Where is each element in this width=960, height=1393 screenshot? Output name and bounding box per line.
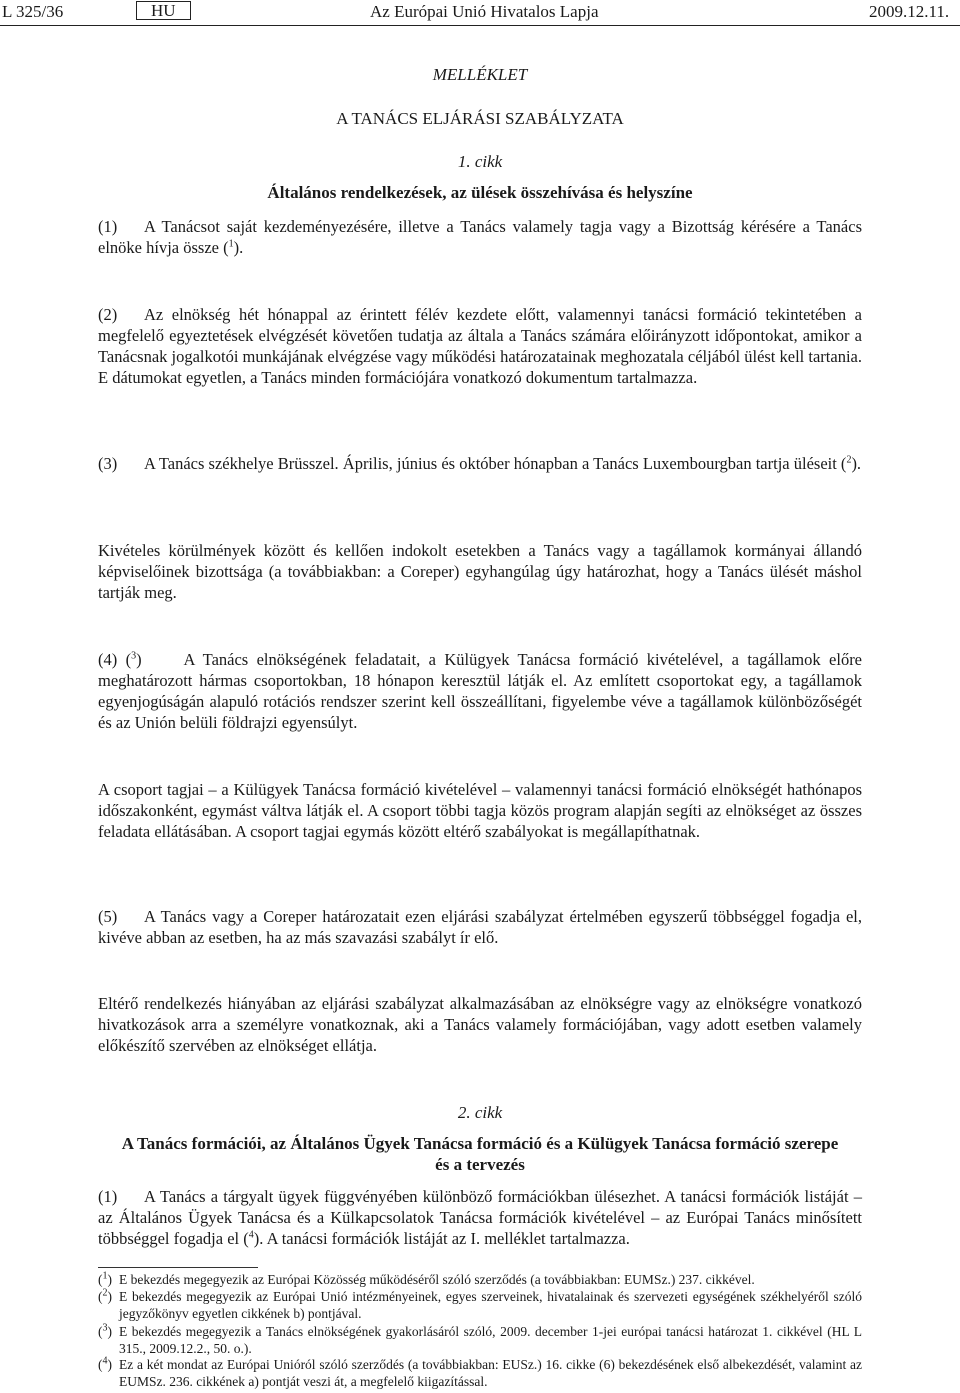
footnote-marker: ($^4$) [98,1355,112,1372]
language-badge: HU [136,1,191,20]
footnote-text: E bekezdés megegyezik a Tanács elnökségének gyakorlásáról szóló, 2009. december 1-jei európai tanácsi határozat 1. cikkével (HL L 315., 2009.12.2., 50. o.). [119,1324,862,1356]
article-1-paragraph-4: (4) ($^3$) A Tanács elnökségének feladatait, a Külügyek Tanácsa formáció kivételével, a tagállamok előre meghatározott hármas csoportokban, 18 hónapon keresztül látják el. Az említett csoportokat egy, a tagállamok egyenjogúságán alapuló rotációs rendszer szerint kell összeállítani, figyelembe véve a tagállamok különbözőségét és az Unión belüli földrajzi egyensúlyt. [98,650,863,732]
footnote-marker: ($^1$) [98,1270,112,1287]
footnote-divider [98,1267,258,1268]
paragraph-text: A Tanács elnökségének feladatait, a Külügyek Tanácsa formáció kivételével, a tagállamok előre meghatározott hármas csoportokban, 18 hónapon keresztül látják el. Az említett csoportokat egy, a tagállamok egyenjogúságán alapuló rotációs rendszer szerint kell összeállítani, figyelembe véve a tagállamok különbözőségét és az Unión belüli földrajzi egyensúlyt. [98,650,863,732]
article-1-paragraph-1: (1) A Tanácsot saját kezdeményezésére, illetve a Tanács valamely tagja vagy a Bizottság kérésére a Tanács elnöke hívja össze ($^1$). [98,217,862,257]
footnote-reference[interactable]: 3 [131,650,137,662]
page-header [0,0,960,26]
annex-label: MELLÉKLET [432,65,528,84]
paragraph-text: A Tanácsot saját kezdeményezésére, illetve a Tanács valamely tagja vagy a Bizottság kérésére a Tanács elnöke hívja össze ( [98,217,862,257]
header-divider [0,25,960,26]
article-1-paragraph-4-continued: A csoport tagjai – a Külügyek Tanácsa formáció kivételével – valamennyi tanácsi formáció elnökségét hathónapos időszakonként, egymást váltva látják el. A csoport többi tagja közös program alapján segíti az elnökséget az összes feladata ellátásában. A csoport tagjai egymás között eltérő szabályokat is megállapíthatnak. [98,780,862,841]
footnote-reference[interactable]: 1 [228,238,234,250]
footnote-marker: ($^3$) [98,1322,112,1339]
paragraph-number: (5) [98,907,118,926]
paragraph-text: Az elnökség hét hónappal az érintett félév kezdete előtt, valamennyi tanácsi formáció tekintetében a megfelelő egyeztetések elvégzését követően tudatja az általa a Tanács számára előirányzott időpontokat, amikor a Tanácsnak jogalkotói munkájának elvégzése vagy működési határozatainak meghozatala céljából ülést kell tartania. E dátumokat egyetlen, a Tanács minden formációjára vonatkozó dokumentum tartalmazza. [98,305,862,387]
paragraph-text: A Tanács vagy a Coreper határozatait ezen eljárási szabályzat értelmében egyszerű többséggel fogadja el, kivéve abban az esetben, ha az más szavazási szabályt ír elő. [98,907,862,947]
footnote-reference[interactable]: 2 [846,454,852,466]
footnote [98,1271,862,1288]
article-1-title: Általános rendelkezések, az ülések összehívása és helyszíne [267,183,693,202]
footnote-text: Ez a két mondat az Európai Unióról szóló szerződés (a továbbiakban: EUSz.) 16. cikke (6) bekezdésének első albekezdését, valamint az EUMSz. 236. cikkének a) pontját veszi át, a megfelelő kiigazítással. [119,1357,862,1389]
footnote [98,1288,862,1322]
paragraph-text: A Tanács a tárgyalt ügyek függvényében különböző formációkban ülésezhet. A tanácsi formációk listáját – az Általános Ügyek Tanácsa és a Külkapcsolatok Tanácsa formációk kivételével – az Európai Tanács minősített többséggel fogadja el ( [98,1187,862,1248]
paragraph-number: (4) ( [98,650,132,669]
footnote-reference[interactable]: 4 [248,1229,254,1241]
article-1-paragraph-3-continued: Kivételes körülmények között és kellően indokolt esetekben a Tanács vagy a tagállamok kormányai állandó képviselőinek bizottsága (a továbbiakban: a Coreper) egyhangúlag úgy határozhat, hogy a Tanács ülését máshol tartják meg. [98,541,862,602]
page-reference: L 325/36 [2,2,64,21]
footnote [98,1356,862,1390]
article-1-paragraph-2 [98,304,862,388]
article-2-title-line-1: A Tanács formációi, az Általános Ügyek Tanácsa formáció és a Külügyek Tanácsa formáció szerepe [121,1134,839,1153]
document-title: A TANÁCS ELJÁRÁSI SZABÁLYZATA [336,109,624,128]
article-2-title-line-2: és a tervezés [435,1155,525,1174]
paragraph-number: (3) [98,454,118,473]
article-1-paragraph-3: (3) A Tanács székhelye Brüsszel. Április, június és október hónapban a Tanács Luxembourgban tartja üléseit ($^2$). [98,454,862,473]
footnote-text: E bekezdés megegyezik az Európai Unió intézményeinek, egyes szerveinek, hivatalainak és szervezeti egységének székhelyéről szóló jegyzőkönyv egyetlen cikkének b) pontjával. [119,1289,862,1321]
paragraph-text: A Tanács székhelye Brüsszel. Április, június és október hónapban a Tanács Luxembourgban tartja üléseit ( [144,454,847,473]
article-1-paragraph-5-continued: Eltérő rendelkezés hiányában az eljárási szabályzat alkalmazásában az elnökségre vagy az elnökségre vonatkozó hivatkozások arra a személyre vonatkoznak, aki a Tanács valamely formációjában, vagy adott esetben valamely előkészítő szervében az elnökséget ellátja. [98,994,862,1055]
paragraph-number: (1) [98,1187,118,1206]
article-2-number: 2. cikk [457,1103,503,1122]
article-1-number: 1. cikk [457,152,503,171]
article-2-paragraph-1: (1) A Tanács a tárgyalt ügyek függvényében különböző formációkban ülésezhet. A tanácsi formációk listáját – az Általános Ügyek Tanácsa és a Külkapcsolatok Tanácsa formációk kivételével – az Európai Tanács minősített többséggel fogadja el ($^4$). A tanácsi formációk listáját az I. melléklet tartalmazza. [98,1187,862,1248]
paragraph-number: (2) [98,305,118,324]
footnote [98,1323,862,1357]
journal-name: Az Európai Unió Hivatalos Lapja [370,2,599,21]
paragraph-number: (1) [98,217,118,236]
publication-date: 2009.12.11. [869,2,950,21]
footnote-text: E bekezdés megegyezik az Európai Közösség működéséről szóló szerződés (a továbbiakban: EUMSz.) 237. cikkével. [119,1272,755,1287]
footnote-marker: ($^2$) [98,1287,112,1304]
article-1-paragraph-5 [98,906,862,948]
